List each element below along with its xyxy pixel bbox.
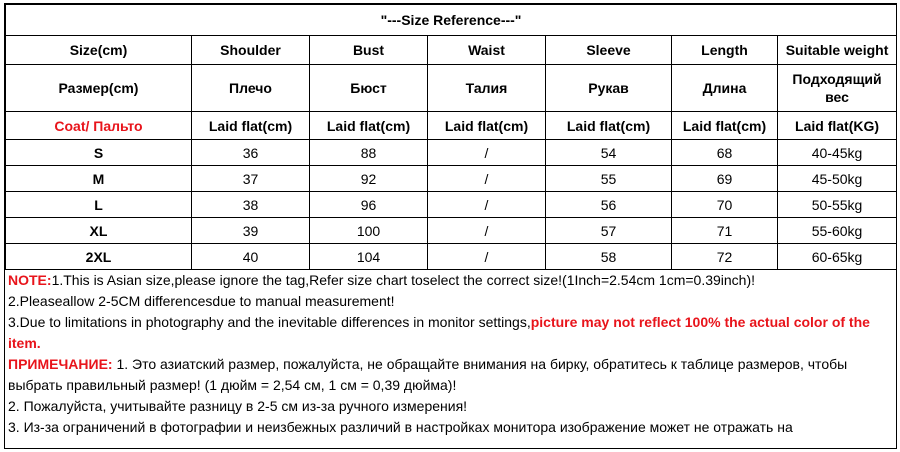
length-cell: 71 (672, 218, 778, 244)
size-table (5, 4, 897, 270)
garment-type-label: Coat/ Пальто (6, 112, 192, 140)
bust-cell: 88 (310, 140, 428, 166)
length-cell: 72 (672, 244, 778, 270)
note-text-1: 1.This is Asian size,please ignore the tag,Refer size chart toselect the correct size!(1Inch=2.54cm 1cm=0.39inch)! (51, 272, 756, 288)
waist-cell: / (428, 166, 546, 192)
note-line-2: 2.Pleaseallow 2-5CM differencesdue to manual measurement! (8, 293, 395, 309)
col-header-bust-ru: Бюст (310, 65, 428, 112)
weight-cell: 60-65kg (778, 244, 897, 270)
waist-cell: / (428, 244, 546, 270)
size-cell: S (6, 140, 192, 166)
sleeve-cell: 58 (546, 244, 672, 270)
table-title: "---Size Reference---" (6, 5, 897, 36)
weight-cell: 45-50kg (778, 166, 897, 192)
sleeve-cell: 56 (546, 192, 672, 218)
ru-note-block-1 (8, 354, 893, 396)
header-row-en (6, 36, 897, 65)
col-header-sleeve: Sleeve (546, 36, 672, 65)
col-header-size-ru: Размер(cm) (6, 65, 192, 112)
bust-cell: 92 (310, 166, 428, 192)
size-reference-sheet (4, 3, 897, 449)
col-header-size: Size(cm) (6, 36, 192, 65)
bust-cell: 100 (310, 218, 428, 244)
measure-sleeve: Laid flat(cm) (546, 112, 672, 140)
ru-note-line-2: 2. Пожалуйста, учитывайте разницу в 2-5 см из-за ручного измерения! (8, 398, 468, 414)
length-cell: 70 (672, 192, 778, 218)
note-line-1 (8, 270, 893, 291)
col-header-waist: Waist (428, 36, 546, 65)
col-header-length: Length (672, 36, 778, 65)
bust-cell: 96 (310, 192, 428, 218)
measure-bust: Laid flat(cm) (310, 112, 428, 140)
waist-cell: / (428, 192, 546, 218)
weight-cell: 55-60kg (778, 218, 897, 244)
col-header-waist-ru: Талия (428, 65, 546, 112)
size-cell: M (6, 166, 192, 192)
measure-waist: Laid flat(cm) (428, 112, 546, 140)
col-header-shoulder: Shoulder (192, 36, 310, 65)
table-row (6, 192, 897, 218)
ru-note-text-1: 1. Это азиатский размер, пожалуйста, не обращайте внимания на бирку, обратитесь к таблице размеров, чтобы выбрать правильный размер! (1 дюйм = 2,54 см, 1 см = 0,39 дюйма)! (8, 356, 848, 393)
length-cell: 68 (672, 140, 778, 166)
table-row (6, 140, 897, 166)
ru-note-label: ПРИМЕЧАНИЕ: (8, 356, 113, 372)
col-header-bust: Bust (310, 36, 428, 65)
col-header-length-ru: Длина (672, 65, 778, 112)
weight-cell: 40-45kg (778, 140, 897, 166)
note-text-3b: picture may not reflect 100% the actual color of the item. (8, 314, 870, 351)
col-header-sleeve-ru: Рукав (546, 65, 672, 112)
shoulder-cell: 40 (192, 244, 310, 270)
ru-note-line-3: 3. Из-за ограничений в фотографии и неизбежных различий в настройках монитора изображение может не отражать на (8, 419, 793, 435)
shoulder-cell: 39 (192, 218, 310, 244)
col-header-weight-ru: Подходящий вес (778, 65, 897, 112)
size-cell: 2XL (6, 244, 192, 270)
sleeve-cell: 55 (546, 166, 672, 192)
notes-section (5, 270, 896, 438)
header-row-ru (6, 65, 897, 112)
measure-row (6, 112, 897, 140)
waist-cell: / (428, 218, 546, 244)
col-header-shoulder-ru: Плечо (192, 65, 310, 112)
size-cell: XL (6, 218, 192, 244)
shoulder-cell: 37 (192, 166, 310, 192)
note-text-3a: 3.Due to limitations in photography and the inevitable differences in monitor settings, (8, 314, 531, 330)
table-row (6, 244, 897, 270)
note-line-3 (8, 312, 893, 354)
shoulder-cell: 38 (192, 192, 310, 218)
size-cell: L (6, 192, 192, 218)
col-header-weight: Suitable weight (778, 36, 897, 65)
measure-shoulder: Laid flat(cm) (192, 112, 310, 140)
sleeve-cell: 57 (546, 218, 672, 244)
measure-length: Laid flat(cm) (672, 112, 778, 140)
note-label: NOTE: (8, 272, 52, 288)
length-cell: 69 (672, 166, 778, 192)
table-row (6, 166, 897, 192)
sleeve-cell: 54 (546, 140, 672, 166)
shoulder-cell: 36 (192, 140, 310, 166)
waist-cell: / (428, 140, 546, 166)
measure-weight: Laid flat(KG) (778, 112, 897, 140)
table-row (6, 218, 897, 244)
weight-cell: 50-55kg (778, 192, 897, 218)
bust-cell: 104 (310, 244, 428, 270)
